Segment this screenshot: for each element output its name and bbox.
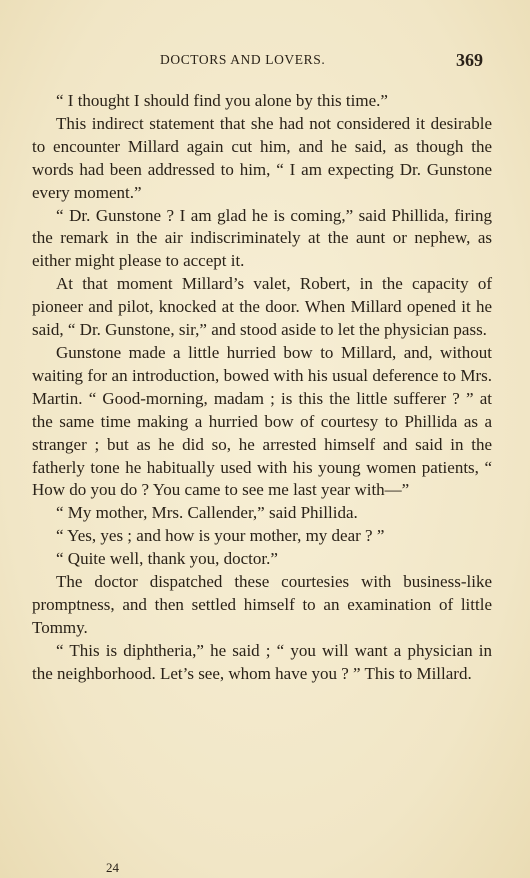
paragraph: At that moment Millard’s valet, Robert, in the capacity of pioneer and pilot, knocked at the door. When Millard opened it he said, “ Dr. Gunstone, sir,” and stood aside to let the physician pass.: [32, 274, 492, 340]
paragraph: “ Dr. Gunstone ? I am glad he is coming,” said Phillida, firing the remark in the air indiscriminately at the aunt or nephew, as either might please to accept it.: [32, 205, 492, 271]
paragraph: “ My mother, Mrs. Callender,” said Phillida.: [56, 503, 358, 523]
page-header: [0, 52, 530, 76]
paragraph: Gunstone made a little hurried bow to Millard, and, without waiting for an introduction, bowed with his usual deference to Mrs. Martin. “ Good-morning, madam ; is this the little sufferer ? ” at the same time making a hurried bow of courtesy to Phillida as a stranger ; but as he did so, he arrested himself and said in the fatherly tone he habitually used with his young women patients, “ How do you do ? You came to see me last year with—”: [32, 342, 492, 500]
paragraph: “ I thought I should find you alone by this time.”: [56, 91, 388, 110]
paragraph: This indirect statement that she had not considered it desirable to encounter Millard again cut him, and he said, as though the words had been addressed to him, “ I am expecting Dr. Gunstone every moment.”: [32, 113, 492, 202]
running-head: DOCTORS AND LOVERS.: [160, 52, 326, 67]
paragraph: “ Quite well, thank you, doctor.”: [56, 549, 278, 569]
signature-mark: 24: [106, 860, 119, 875]
paragraph: “ Yes, yes ; and how is your mother, my dear ? ”: [56, 526, 385, 546]
paragraph: “ This is diphtheria,” he said ; “ you will want a physician in the neighborhood. Let’s see, whom have you ? ” This to Millard.: [32, 640, 492, 683]
page-number: 369: [456, 50, 483, 70]
body-text: [32, 90, 492, 686]
paragraph: The doctor dispatched these courtesies with business-like promptness, and then settled himself to an examination of little Tommy.: [32, 572, 492, 637]
